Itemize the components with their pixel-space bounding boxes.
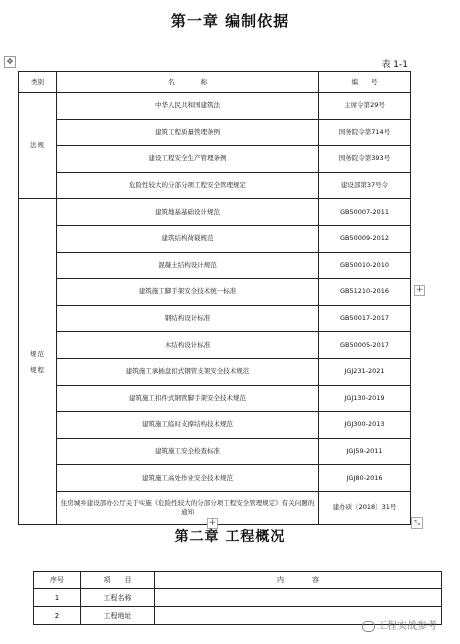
row-code: 主席令第29号 [319,93,411,120]
basis-table-header-row [19,72,411,93]
row-code: 建办质〔2018〕31号 [319,491,411,524]
row-name: 危险性较大的分部分项工程安全管理规定 [57,172,319,199]
row-name: 建筑施工承插盘扣式钢管支架安全技术规范 [57,358,319,385]
row-code: 国务院令第714号 [319,119,411,146]
category-specs [19,199,57,525]
row-name: 建筑工程质量管理条例 [57,119,319,146]
row-name: 建筑施工安全检查标准 [57,438,319,465]
row-no: 2 [34,607,81,625]
header-item: 项 目 [81,572,155,589]
row-code: JGJ231-2021 [319,358,411,385]
row-item: 工程地址 [81,607,155,625]
row-code: GB51210-2016 [319,279,411,306]
table-row [19,172,411,199]
header-name: 名 称 [57,72,319,93]
table-row [19,119,411,146]
row-code: JGJ300-2013 [319,412,411,439]
header-category: 类别 [19,72,57,93]
row-name: 建筑施工临时支撑结构技术规范 [57,412,319,439]
row-name: 建筑地基基础设计规范 [57,199,319,226]
table-row [19,279,411,306]
wechat-icon [362,621,375,632]
add-row-icon[interactable]: + [208,518,217,528]
row-name: 建筑施工高处作业安全技术规范 [57,465,319,492]
row-name: 钢结构设计标准 [57,305,319,332]
table-number: 表 1-1 [381,60,408,70]
row-code: JGJ130-2019 [319,385,411,412]
row-code: JGJ59-2011 [319,438,411,465]
row-code: GB50017-2017 [319,305,411,332]
add-column-icon[interactable]: + [415,285,424,295]
chapter2-title: 第二章 工程概况 [174,529,286,545]
row-code: GB50005-2017 [319,332,411,359]
row-code: 建设部第37号令 [319,172,411,199]
table-row [19,412,411,439]
table-row [34,589,442,607]
table-row [19,332,411,359]
row-no: 1 [34,589,81,607]
table-row [19,146,411,173]
table-move-handle-icon[interactable]: ✥ [4,56,16,68]
row-name: 建筑施工脚手架安全技术统一标准 [57,279,319,306]
row-code: JGJ80-2016 [319,465,411,492]
row-name: 住房城乡建设部办公厅关于实施《危险性较大的分部分项工程安全管理规定》有关问题的通知 [57,491,319,524]
basis-table [18,71,411,525]
row-name: 建筑施工扣件式钢管脚手架安全技术规范 [57,385,319,412]
category-specs-line2: 规程 [30,365,45,374]
row-name: 建筑结构荷载规范 [57,225,319,252]
category-specs-line1: 规范 [30,349,45,358]
row-name: 中华人民共和国建筑法 [57,93,319,120]
row-code: GB50007-2011 [319,199,411,226]
row-name: 混凝土结构设计规范 [57,252,319,279]
row-content [155,589,442,607]
header-no: 序号 [34,572,81,589]
row-name: 木结构设计标准 [57,332,319,359]
row-code: 国务院令第393号 [319,146,411,173]
table-resize-handle-icon[interactable]: ⤡ [411,517,423,529]
row-name: 建设工程安全生产管理条例 [57,146,319,173]
table-row [19,225,411,252]
table-row [19,199,411,226]
table-row [19,358,411,385]
table-row [19,385,411,412]
watermark [362,617,437,632]
row-code: GB50009-2012 [319,225,411,252]
table-row [19,305,411,332]
row-code: GB50010-2010 [319,252,411,279]
watermark-text: 工程实战参考 [377,621,437,632]
table-row [19,438,411,465]
header-code: 编 号 [319,72,411,93]
table-row [19,93,411,120]
category-laws: 法规 [19,93,57,199]
chapter1-title: 第一章 编制依据 [170,12,290,30]
overview-header-row [34,572,442,589]
header-content: 内 容 [155,572,442,589]
table-row [19,252,411,279]
row-item: 工程名称 [81,589,155,607]
table-row [19,465,411,492]
